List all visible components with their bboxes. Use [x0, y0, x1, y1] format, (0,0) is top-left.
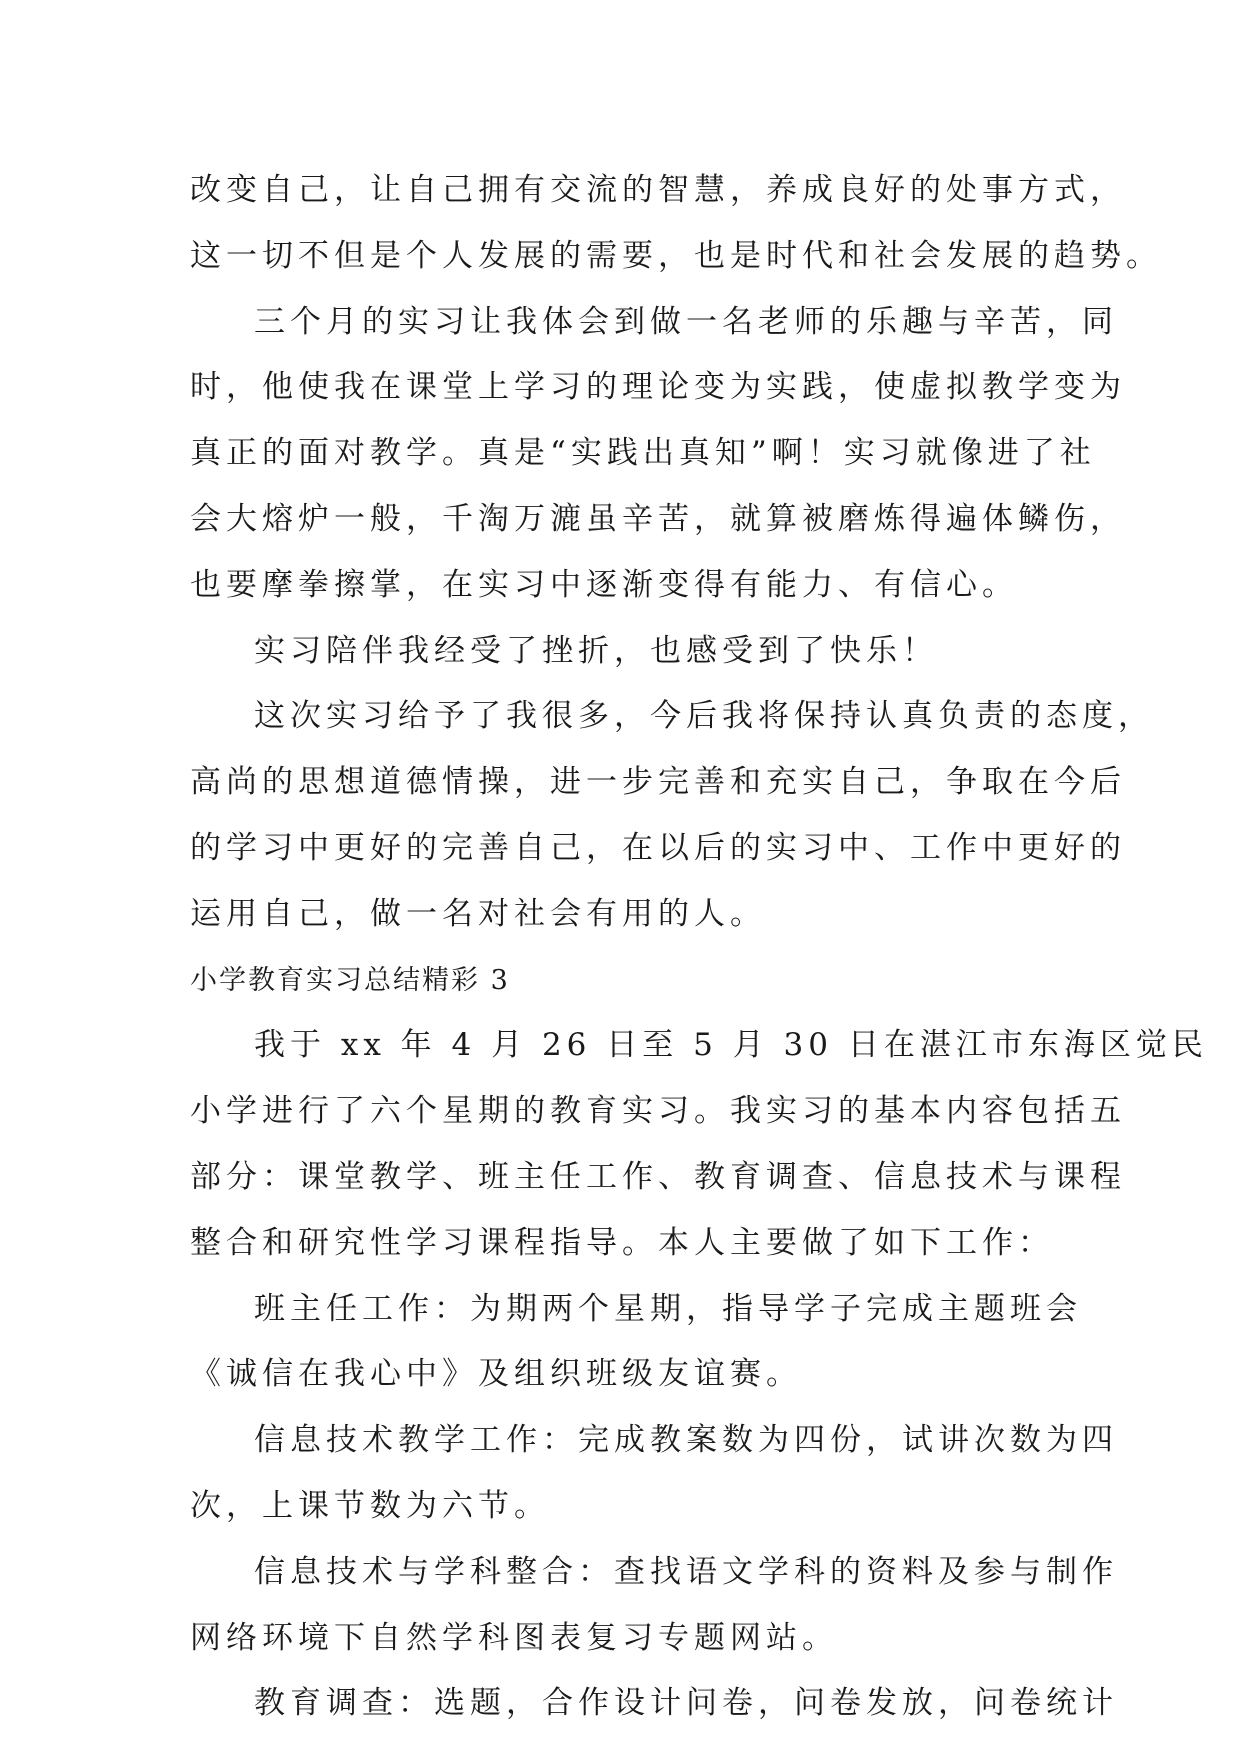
text-line: 高尚的思想道德情操，进一步完善和充实自己，争取在今后 — [190, 764, 1126, 801]
text-line: 《诚信在我心中》及组织班级友谊赛。 — [190, 1356, 802, 1393]
paragraph-start-line: 信息技术教学工作：完成教案数为四份，试讲次数为四 — [254, 1422, 1118, 1459]
paragraph-start-line: 三个月的实习让我体会到做一名老师的乐趣与辛苦，同 — [254, 303, 1118, 340]
paragraph-start-line: 班主任工作：为期两个星期，指导学子完成主题班会 — [254, 1290, 1082, 1327]
text-line: 小学进行了六个星期的教育实习。我实习的基本内容包括五 — [190, 1093, 1126, 1130]
paragraph-start-line: 教育调查：选题，合作设计问卷，问卷发放，问卷统计 — [254, 1685, 1118, 1722]
text-line: 次，上课节数为六节。 — [190, 1487, 550, 1524]
section-heading: 小学教育实习总结精彩 3 — [190, 964, 510, 996]
text-line: 改变自己，让自己拥有交流的智慧，养成良好的处事方式， — [190, 172, 1126, 208]
paragraph-start-line: 我于 xx 年 4 月 26 日至 5 月 30 日在湛江市东海区觉民 — [254, 1027, 1208, 1064]
document-body — [190, 158, 1208, 1737]
text-line: 这一切不但是个人发展的需要，也是时代和社会发展的趋势。 — [190, 237, 1162, 274]
text-line: 运用自己，做一名对社会有用的人。 — [190, 895, 766, 932]
text-line: 部分：课堂教学、班主任工作、教育调查、信息技术与课程 — [190, 1158, 1126, 1195]
text-line: 网络环境下自然学科图表复习专题网站。 — [190, 1619, 838, 1656]
text-line: 也要摩拳擦掌，在实习中逐渐变得有能力、有信心。 — [190, 566, 1018, 603]
paragraph-start-line: 信息技术与学科整合：查找语文学科的资料及参与制作 — [254, 1553, 1118, 1590]
text-line: 真正的面对教学。真是“实践出真知”啊！实习就像进了社 — [190, 435, 1096, 472]
paragraph-start-line: 这次实习给予了我很多，今后我将保持认真负责的态度， — [254, 698, 1154, 735]
text-line: 会大熔炉一般，千淘万漉虽辛苦，就算被磨炼得遍体鳞伤， — [190, 500, 1126, 537]
paragraph-start-line: 实习陪伴我经受了挫折，也感受到了快乐！ — [254, 632, 938, 669]
text-line: 的学习中更好的完善自己，在以后的实习中、工作中更好的 — [190, 829, 1126, 866]
text-line: 整合和研究性学习课程指导。本人主要做了如下工作： — [190, 1224, 1054, 1261]
text-line: 时，他使我在课堂上学习的理论变为实践，使虚拟教学变为 — [190, 369, 1126, 406]
